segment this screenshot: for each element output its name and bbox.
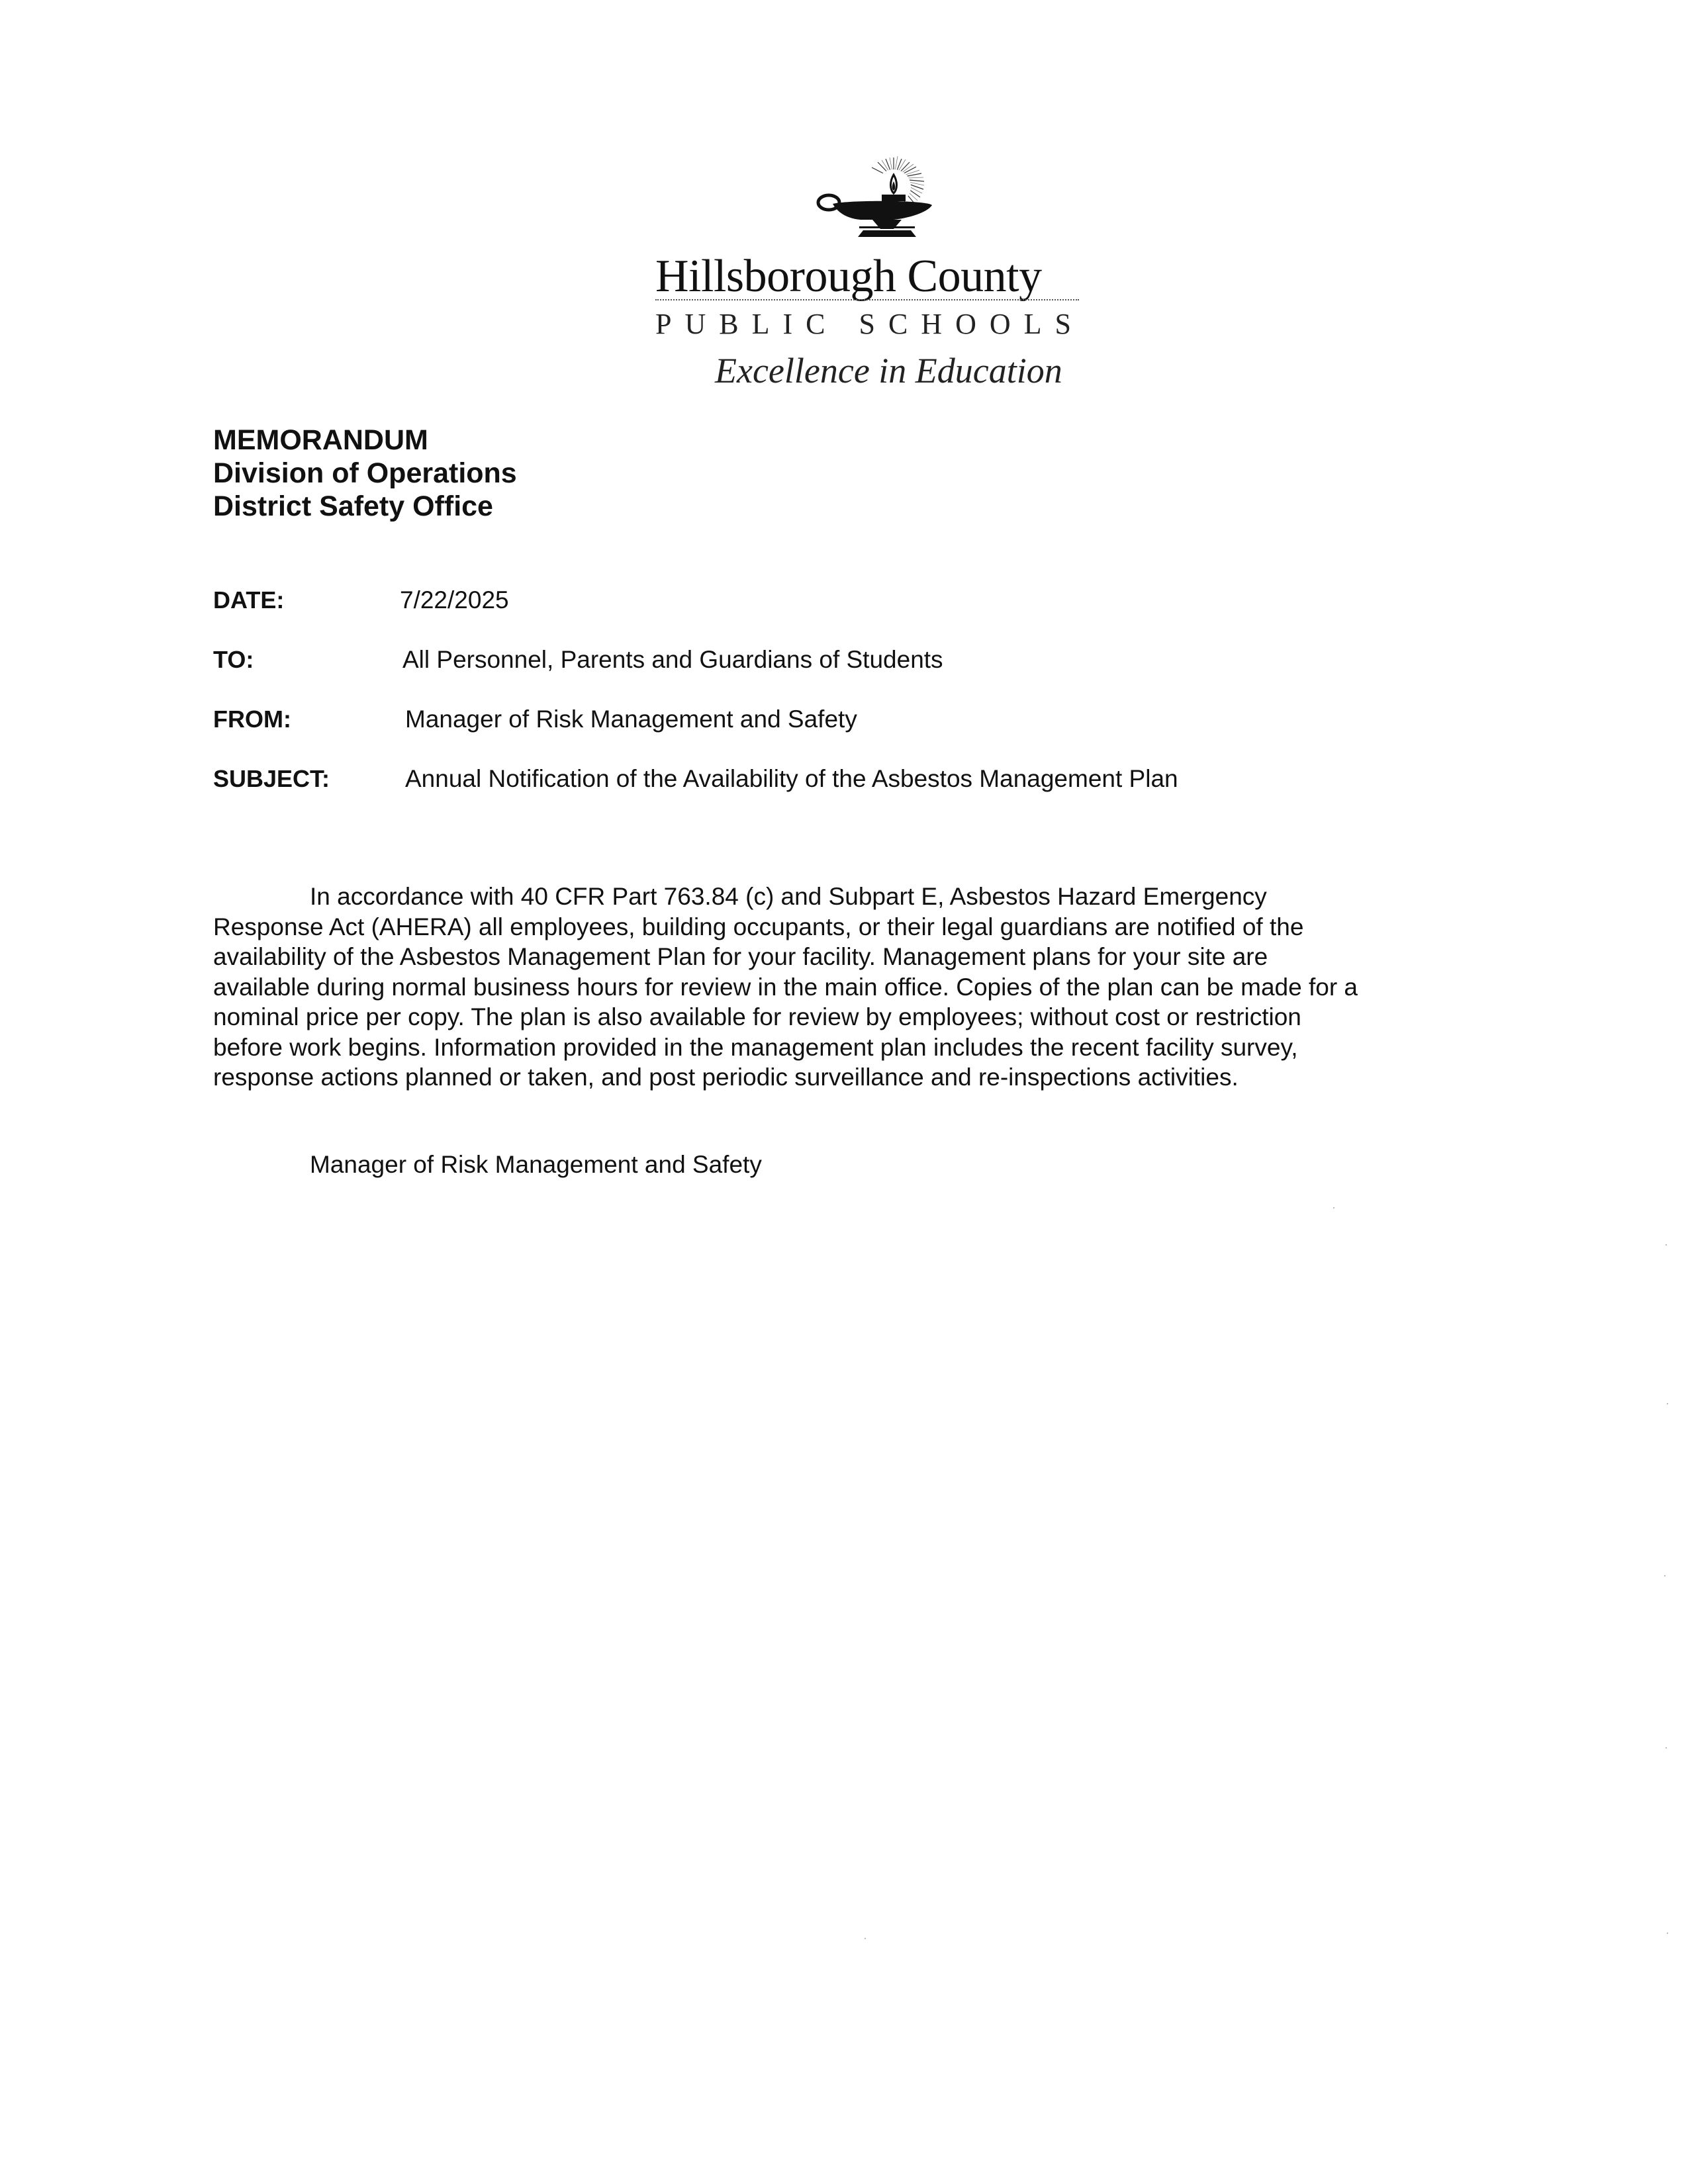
body-line: before work begins. Information provided in the management plan includes the recent facility survey, xyxy=(213,1033,1298,1061)
memo-division: Division of Operations xyxy=(213,457,517,489)
scan-speck xyxy=(1333,1207,1335,1208)
to-label: TO: xyxy=(213,646,254,673)
date-value: 7/22/2025 xyxy=(400,586,509,614)
memo-type: MEMORANDUM xyxy=(213,424,428,456)
organization-tagline: Excellence in Education xyxy=(715,351,1062,390)
body-line: Response Act (AHERA) all employees, building occupants, or their legal guardians are notified of the xyxy=(213,913,1304,940)
organization-name: Hillsborough County xyxy=(655,251,1042,302)
organization-subtitle: PUBLIC SCHOOLS xyxy=(655,308,1084,340)
signature-line: Manager of Risk Management and Safety xyxy=(310,1151,762,1178)
subject-label: SUBJECT: xyxy=(213,765,330,792)
to-value: All Personnel, Parents and Guardians of Students xyxy=(402,646,943,673)
memo-office: District Safety Office xyxy=(213,490,493,522)
date-label: DATE: xyxy=(213,586,285,614)
body-line: response actions planned or taken, and post periodic surveillance and re-inspections activities. xyxy=(213,1064,1239,1091)
scan-speck xyxy=(1667,1403,1668,1404)
body-line: availability of the Asbestos Management Plan for your facility. Management plans for your site are xyxy=(213,943,1268,970)
letterhead xyxy=(635,152,1112,397)
body-line: In accordance with 40 CFR Part 763.84 (c) and Subpart E, Asbestos Hazard Emergency xyxy=(310,883,1267,910)
scan-speck xyxy=(1664,1575,1665,1576)
scan-speck xyxy=(865,1938,866,1939)
from-value: Manager of Risk Management and Safety xyxy=(405,705,857,733)
oil-lamp-icon xyxy=(794,152,953,258)
letterhead-divider xyxy=(655,299,1079,300)
body-line: available during normal business hours for review in the main office. Copies of the plan can be made for a xyxy=(213,973,1358,1001)
body-paragraph xyxy=(213,882,1471,1093)
memo-heading xyxy=(213,424,517,523)
subject-value: Annual Notification of the Availability of the Asbestos Management Plan xyxy=(405,765,1178,792)
scan-speck xyxy=(1667,1933,1668,1934)
scan-speck xyxy=(1665,1244,1667,1246)
scan-speck xyxy=(1665,1747,1667,1749)
from-label: FROM: xyxy=(213,705,291,733)
body-line: nominal price per copy. The plan is also available for review by employees; without cost or restriction xyxy=(213,1003,1301,1030)
